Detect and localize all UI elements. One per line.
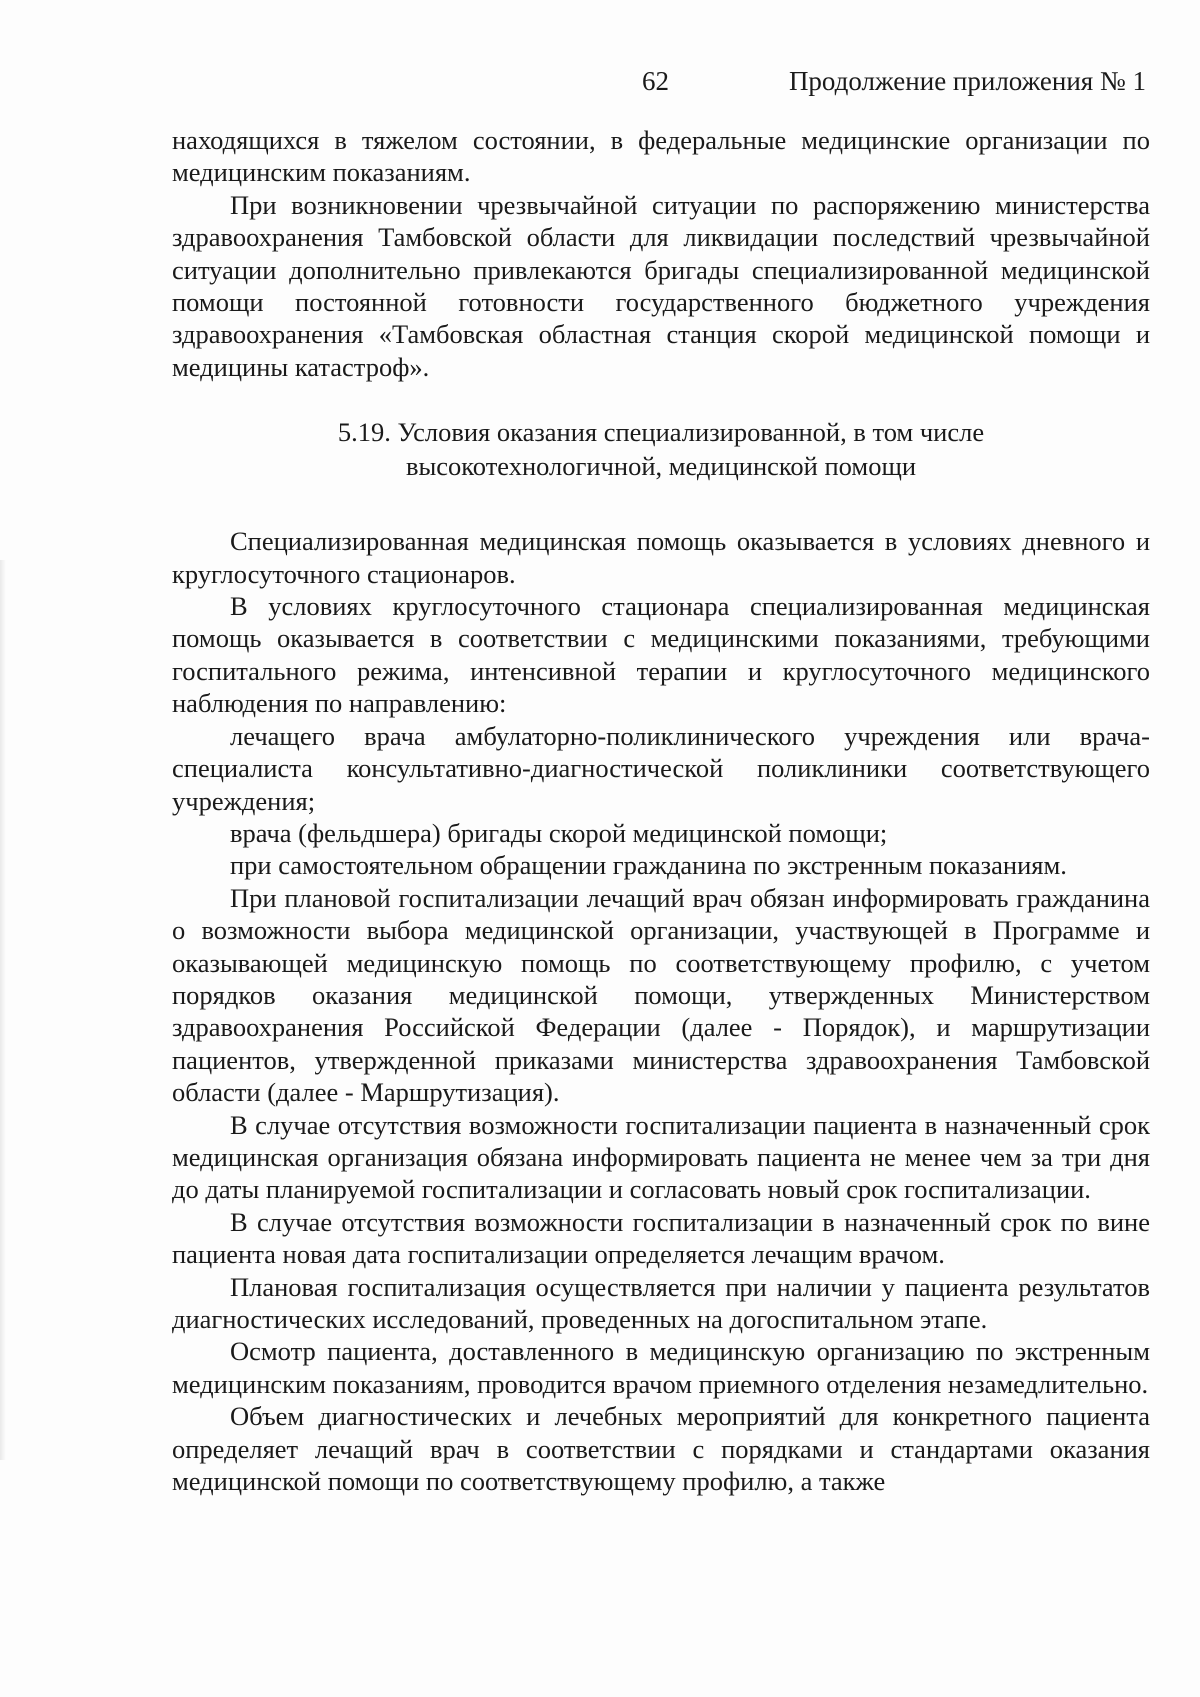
paragraph: Специализированная медицинская помощь оказывается в условиях дневного и круглосуточного стационаров. [172,526,1150,589]
list-item: врача (фельдшера) бригады скорой медицинской помощи; [230,817,888,848]
section-heading-line: 5.19. Условия оказания специализированной, в том числе [337,417,985,448]
section-heading [172,415,1150,483]
scan-edge-shadow [0,560,6,1460]
page-header [0,66,1200,106]
paragraph: При плановой госпитализации лечащий врач обязан информировать гражданина о возможности выбора медицинской организации, участвующей в Программе и оказывающей медицинскую помощь по соответствующему профилю, с учетом порядков оказания медицинской помощи, утвержденных Министерством здравоохранения Российской Федерации (далее - Порядок), и маршрутизации пациентов, утвержденной приказами министерства здравоохранения Тамбовской области (далее - Маршрутизация). [172,882,1150,1108]
document-body [172,124,1150,1497]
list-item: при самостоятельном обращении гражданина по экстренным показаниям. [230,850,1067,881]
paragraph: Объем диагностических и лечебных мероприятий для конкретного пациента определяет лечащий врач в соответствии с порядками и стандартами оказания медицинской помощи по соответствующему профилю, а также [172,1401,1150,1497]
paragraph: В условиях круглосуточного стационара специализированная медицинская помощь оказывается в соответствии с медицинскими показаниями, требующими госпитального режима, интенсивной терапии и круглосуточного медицинского наблюдения по направлению: [172,591,1150,719]
paragraph: При возникновении чрезвычайной ситуации по распоряжению министерства здравоохранения Тамбовской области для ликвидации последствий чрезвычайной ситуации дополнительно привлекаются бригады специализированной медицинской помощи постоянной готовности государственного бюджетного учреждения здравоохранения «Тамбовская областная станция скорой медицинской помощи и медицины катастроф». [172,189,1150,382]
paragraph: В случае отсутствия возможности госпитализации в назначенный срок по вине пациента новая дата госпитализации определяется лечащим врачом. [172,1206,1150,1270]
paragraph: В случае отсутствия возможности госпитализации пациента в назначенный срок медицинская организация обязана информировать пациента не менее чем за три дня до даты планируемой госпитализации и согласовать новый срок госпитализации. [172,1109,1150,1205]
paragraph: Плановая госпитализация осуществляется при наличии у пациента результатов диагностических исследований, проведенных на догоспитальном этапе. [172,1271,1150,1334]
section-heading-line: высокотехнологичной, медицинской помощи [405,451,917,482]
page-number: 62 [642,66,669,96]
list-item: лечащего врача амбулаторно-поликлинического учреждения или врача-специалиста консультативно-диагностической поликлиники соответствующего учреждения; [172,720,1150,816]
paragraph: находящихся в тяжелом состоянии, в федеральные медицинские организации по медицинским показаниям. [172,125,1150,188]
appendix-continuation-label: Продолжение приложения № 1 [788,66,1146,96]
paragraph: Осмотр пациента, доставленного в медицинскую организацию по экстренным медицинским показаниям, проводится врачом приемного отделения незамедлительно. [172,1336,1150,1399]
